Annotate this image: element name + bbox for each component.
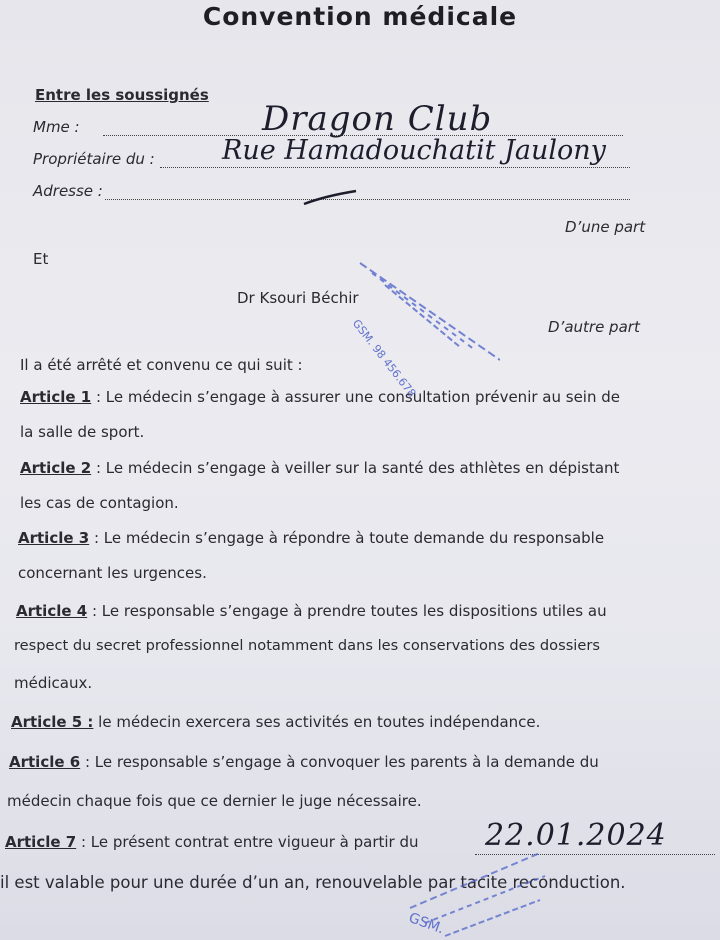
address-label: Adresse : (33, 182, 103, 200)
article-4-continued-2: médicaux. (14, 674, 93, 692)
article-2-continued: les cas de contagion. (20, 494, 179, 512)
article-2-number: Article 2 (20, 459, 92, 477)
article-2-text: : Le médecin s’engage à veiller sur la santé des athlètes en dépistant (91, 459, 620, 477)
owner-dotted-line (160, 166, 630, 168)
article-1-number: Article 1 (20, 388, 92, 406)
bottom-stamp-gsm: GSM. (406, 910, 447, 938)
stamp-gsm: GSM. 98 456.678 (349, 317, 419, 400)
article-6-text: : Le responsable s’engage à convoquer les parents à la demande du (80, 753, 599, 771)
mme-label: Mme : (33, 118, 80, 136)
article-3 (18, 528, 604, 548)
address-pen-stroke (300, 188, 360, 208)
address-dotted-line (105, 198, 630, 200)
article-4-number: Article 4 (16, 602, 88, 620)
article-7-number: Article 7 (5, 833, 77, 851)
article-6 (9, 752, 599, 772)
article-2 (20, 458, 619, 478)
stamp-lines (350, 255, 500, 385)
article-4-continued: respect du secret professionnel notamment dans les conservations des dossiers (14, 637, 600, 654)
mme-handwritten-value: Dragon Club (262, 99, 493, 139)
article-3-continued: concernant les urgences. (18, 564, 207, 582)
doctor-stamp (349, 255, 500, 400)
article-7-text: : Le présent contrat entre vigueur à partir du (76, 833, 419, 851)
article-3-text: : Le médecin s’engage à répondre à toute demande du responsable (89, 529, 605, 547)
owner-label: Propriétaire du : (33, 150, 155, 168)
article-5-text: le médecin exercera ses activités en toutes indépendance. (93, 713, 541, 731)
article-3-number: Article 3 (18, 529, 90, 547)
article-7-continued: il est valable pour une durée d’un an, renouvelable par tacite reconduction. (0, 873, 626, 892)
document-title: Convention médicale (202, 2, 518, 31)
first-party-label: D’une part (565, 218, 646, 236)
article-1-text: : Le médecin s’engage à assurer une consultation prévenir au sein de (91, 388, 620, 406)
doctor-name: Dr Ksouri Béchir (237, 289, 359, 307)
article-4 (16, 601, 607, 621)
article-1 (20, 387, 620, 407)
second-party-label: D’autre part (548, 318, 640, 336)
article-5-number: Article 5 : (11, 713, 94, 731)
and-label: Et (33, 250, 49, 268)
article-4-text: : Le responsable s’engage à prendre toutes les dispositions utiles au (87, 602, 607, 620)
date-handwritten-value: 22.01.2024 (485, 818, 667, 853)
article-6-continued: médecin chaque fois que ce dernier le juge nécessaire. (7, 792, 422, 810)
bottom-stamp (390, 848, 550, 940)
article-5 (11, 712, 540, 732)
article-6-number: Article 6 (9, 753, 81, 771)
owner-handwritten-value: Rue Hamadouchatit Jaulony (222, 135, 606, 166)
article-7 (5, 832, 419, 852)
article-1-continued: la salle de sport. (20, 423, 145, 441)
intro-text: Il a été arrêté et convenu ce qui suit : (20, 356, 303, 374)
parties-heading: Entre les soussignés (35, 86, 209, 104)
